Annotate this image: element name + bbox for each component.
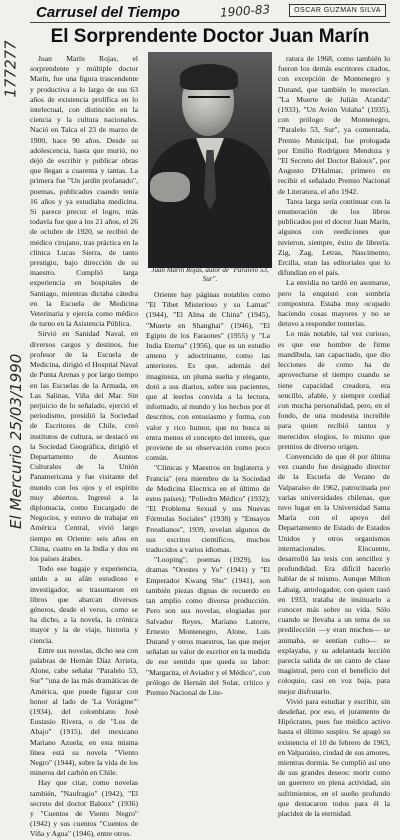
paragraph: Juan Marín Rojas, el sorprendente y múltiple doctor Marín, fue una figura trascendente y productiva a lo largo de sus 63 años de existencia prolífica en lo intelectual, con distinción en la ciencia y la cultura nacionales. Nació en Talca el 23 de marzo de 1900, hace 90 años. Desde su adolescencia, hasta que murió, no dejó de escribir y publicar obras que llegan a cuarenta y tantas. La primera fue "Un jardín profanado", poemas, publicados cuando tenía 16 años y ya estudiaba medicina. Si parece precoz el logro, más todavía fue que a los 21 años, el 26 de octubre de 1920, se recibió de médico cirujano, tras práctica en la clínica Lucas Sierra, de tanto prestigio, bajo dirección de su maestro. Cumplió larga experiencia en hospitales de Santiago, mientras dictaba cátedra en la Escuela de Medicina Veterinaria y ejercía como médico de turno en la Asistencia Pública. — [30, 54, 138, 329]
paragraph: Entre sus novelas, dicho sea con palabras de Hernán Díaz Arrieta, Alone, cabe señalar "Paralelo 53, Sur" "una de las más dramáticas de América, que puede figurar con honor al lado de 'La Vorágine'" (1934), del colombiano José Eustasio Rivera, o de "Los de Abajo" (1915), del mexicano Mariano Azuela; en esta misma línea está su novela "Viento Negro" (1944), sobre la vida de los mineros del carbón en Chile. — [30, 645, 138, 778]
handwritten-date-range: 1900-83 — [219, 2, 271, 20]
photo-caption: Juan Marín Rojas, autor de "Paralelo 53, Sur". — [151, 266, 269, 283]
author-portrait-photo — [148, 52, 272, 262]
article-column-1 — [30, 54, 138, 839]
author-byline: OSCAR GUZMAN SILVA — [289, 4, 386, 17]
paragraph: Lo más notable, tal vez curioso, es que ese hombre de firme mandíbula, tan capacitado, que dio lecciones de como ha de aprovecharse el tiempo cuando se tiene capacidad creadora, era sencillo, afable, y siempre cordial con mucha personalidad, pero, en el fondo, de una modestia increíble para quien recibió tantos y merecidos elogios, lo mismo que premios de diverso origen. — [278, 329, 390, 451]
article-title: El Sorprendente Doctor Juan Marín — [50, 26, 370, 47]
paragraph: Hay que citar, como novelas también, "Naufragio" (1942), "El secreto del doctor Baloux" (1936) y "Cuentos de Viento Negro" (1942) y sus cuentos "Cuentos de Viña y Agua" (1946), entre otros. — [30, 778, 138, 839]
paragraph: La envidia no tardó en asomarse, pero la enquistó con sombría compostura. Estaba muy ocupado haciendo cosas mayores y no se detuvo a responder tonterías. — [278, 278, 390, 329]
portrait-glasses — [188, 96, 230, 108]
paragraph: Todo ese bagaje y experiencia, unido a su afán estudioso e investigador, se trasuntaron en libros que abarcan diversos géneros, desde el verso, como se ha dicho, a la novela, la crónica mayor y la de viaje, historia y ciencia. — [30, 564, 138, 645]
paragraph: Convencido de que él por última vez cuando fue designado director de la Escuela de Verano de Valparaíso de 1962, patrocinada por varias universidades chilenas, que tuvo lugar en la Universidad Santa María con el apoyo del Departamento de Estado de Estados Unidos y otros organismos internacionales. Elocuente, desarrolló las tesis con sencillez y profundidad. Era difícil hacerlo hablar de sí mismo. Aunque Milton Labaig, antologador, con quien casó en 1933, trataba de insinuarlo a conocer más sobre su vida. Sólo cuando se llevaba a un tema de su predilección —y eran muchos— se animaba, se sentían culto— se explayaba, y su adelantada lección parecía salida de un canto de clase magistral, pero con el beneficio del coloquio, casi en voz baja, para mejor disfrutarlo. — [278, 451, 390, 696]
paragraph: Sirvió en Sanidad Naval, en diversos cargos y destinos, fue profesor de la Escuela de Medicina, dirigió el Hospital Naval de Punta Arenas y por largo tiempo en las Escuelas de la Armada, en Las Salinas, Viña del Mar. Sin perjuicio de lo señalado, ejerció el periodismo, presidió la Sociedad de Escritores de Chile, creó institutos de cultura, se destacó en la Sociedad Geográfica, dirigió el Departamento de Asuntos Culturales de la Unión Panamericana y fue visitante del mundo con los ojos y el espíritu muy abiertos. Ingresó a la diplomacia, como Encargado de Negocios, y estuvo de trabajar en América Central, vivió largo tiempo en Oriente: seis años en China, cuatro en la India y dos en los países árabes. — [30, 329, 138, 563]
paragraph: Tarea larga sería continuar con la enumeración de los libros publicados por el doctor Juan Marín, algunos con reediciones que tuvieron, siempre, éxito de librería. Zig, Zag, Letras, Nascimento, Ercilla, eran las editoriales que lo difundían en el país. — [278, 196, 390, 278]
section-heading: Carrusel del Tiempo — [36, 4, 180, 21]
paragraph: Oriente hay páginas notables como "El Tíbet Misterioso y su Lamas" (1944), "El Alma de China" (1945), "Muerte en Shanghai" (1946), "El Egipto de los Faraones" (1955) y "La India Eterna" (1956), que es un estudio ameno y adoctrinante, como las anteriores. Es que, además del imaginista, un pluma suelta y elegante, dotó a sus diarios, sobre sus pacientes, que al leerlos convida a la lectura, informado, al mundo y los hechos por él descritos, con entusiasmo y forma, con valor y rico humor, que no busca ni entra menos el concepto del interés, que proviene de su observación como poco común. — [146, 290, 270, 463]
portrait-hand — [150, 172, 190, 202]
paragraph: Vivió para estudiar y escribir, sin desdeñar, por eso, el juramento de Hipócrates, pues fue médico activo hasta el último suspiro. Se apagó su existencia el 10 de febrero de 1963, en Valparaíso, ciudad de sus amores, mientras dormía. Se cumplió así uno de sus grandes deseos: morir como un guerrero en plena actividad, sin sufrimientos, en el sueño profundo que destacaron todos para él la placidez de la eternidad. — [278, 696, 390, 819]
paragraph: "Looping", poemas (1929), los dramas "Orestes y Yo" (1941) y "El Emperador Kwang Shu" (1941), son también piezas dignas de recuerdo en tan amplio como diversa producción. Pero son sus novelas, elogiadas por Salvador Reyes, Mariano Latorre, Ernesto Montenegro, Alone, Luis Durand y otros maestros, las que mejor señalan su valor de escritor en la medida de ese sentido que queda su labor: "Margarita, el Aviador y el Médico", con prólogo de Hernán del Solar, crítico y Premio Nacional de Lite- — [146, 555, 271, 697]
article-column-3 — [278, 54, 390, 819]
paragraph: ratura de 1968, como también lo fueron los demás escritores citados, con excepción de Montenegro y Durand, que también lo merecían. "La Muerte de Julián Aranda" (1933), "Un Avión Volaba" (1935), con prólogo de Montenegro, "Paralelo 53, Sur", ya comentada, Premio Municipal, fue prologada por Emilio Rodríguez Mendoza y "El Secreto del Doctor Baloux", por Augusto D'Halmar, primero en recibir el señalado Premio Nacional de Literatura, el año 1942. — [278, 54, 390, 196]
handwritten-archive-number: 177277 — [1, 40, 20, 98]
handwritten-source-note: El Mercurio 25/03/1990 — [7, 353, 25, 529]
paragraph: "Clínicas y Maestros en Inglaterra y Francia" (era miembro de la Sociedad de Medicina Electrica en el último de estos países); "Poliedro Médico" (1932); "El Problema Sexual y sus Nuevas Fórmulas Sociales" (1938) y "Ensayos Freudianos", 1939, revelan algunos de sus escritos científicos, muchos traducidos a varios idiomas. — [146, 463, 270, 555]
portrait-hair — [180, 64, 238, 90]
left-margin — [0, 0, 24, 600]
article-column-2 — [146, 290, 271, 697]
header-rule — [30, 22, 390, 23]
